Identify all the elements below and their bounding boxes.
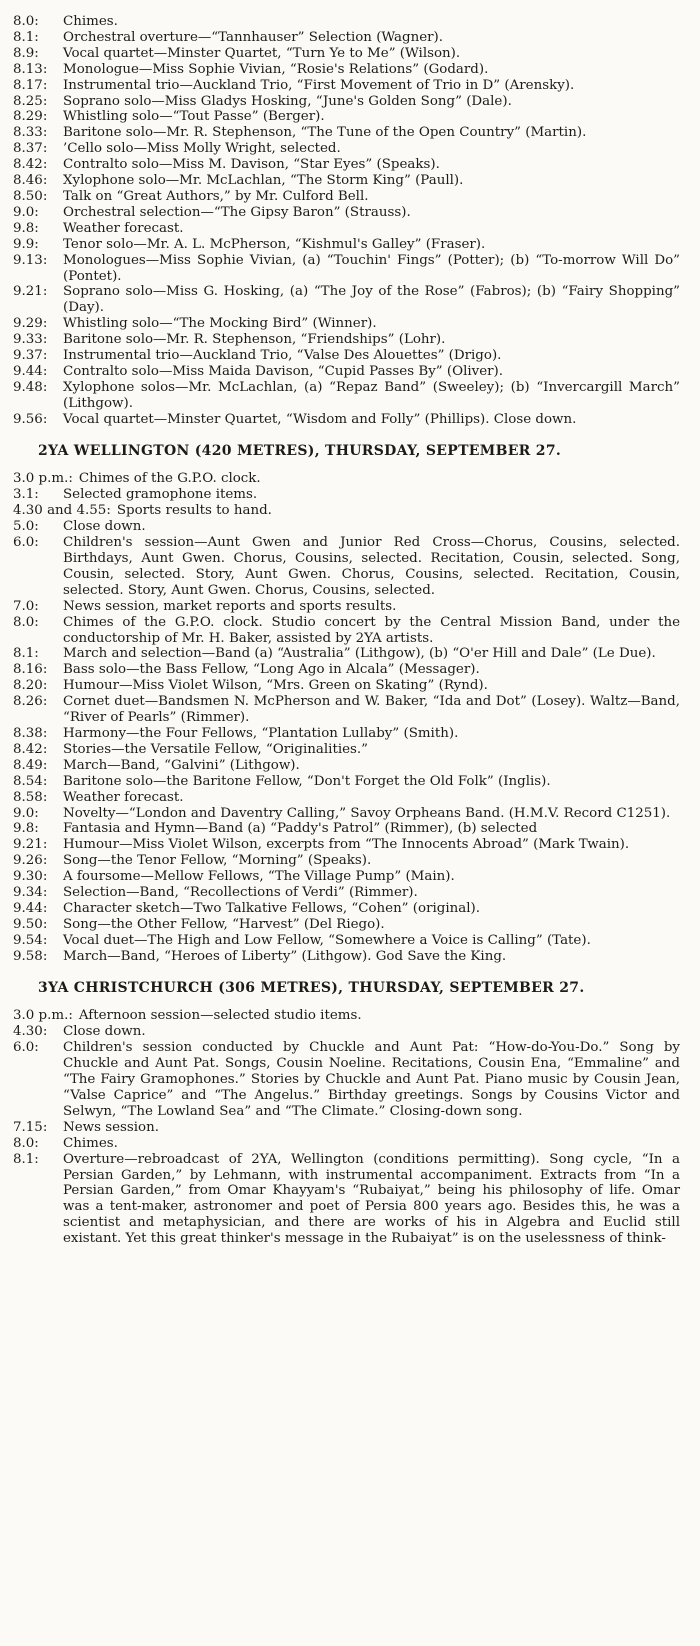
section-3ya-christchurch [0, 981, 700, 1248]
entry-time: 9.8: [13, 220, 39, 236]
programme-entry [13, 853, 680, 869]
entry-description: News session, market reports and sports results. [63, 598, 397, 614]
programme-entry [13, 885, 680, 901]
entry-description: Close down. [63, 1024, 146, 1040]
entry-description: Selected gramophone items. [63, 487, 258, 503]
entry-description: Sports results to hand. [116, 503, 272, 519]
entry-description: Orchestral overture—“Tannhauser” Selection (Wagner). [63, 29, 443, 45]
entry-time: 6.0: [13, 1040, 39, 1056]
programme-entry [13, 189, 680, 205]
entry-time: 9.29: [13, 316, 48, 332]
programme-entry [13, 646, 680, 662]
programme-entry [13, 949, 680, 965]
entry-time: 9.30: [13, 869, 48, 885]
station-heading: 2YA WELLINGTON (420 METRES), THURSDAY, SEPTEMBER 27. [38, 442, 562, 459]
entry-description: Overture—rebroadcast of 2YA, Wellington (conditions permitting). Song cycle, “In a Persian Garden,” by Lehmann, with instrumental accompaniment. Extracts from “In a Persian Garden,” from Omar Khayyam's “Rubaiyat,” being his philosophy of life. Omar was a tent-maker, astronomer and poet of Persia 800 years ago. Besides this, he was a scientist and metaphysician, and there are works of his in Algebra and Euclid still existant. Yet this great thinker's message in the Rubaiyat” is on the uselessness of think- [63, 1151, 680, 1247]
entry-description: Xylophone solo—Mr. McLachlan, “The Storm King” (Paull). [63, 173, 464, 189]
entry-description: Vocal quartet—Minster Quartet, “Wisdom and Folly” (Phillips). Close down. [63, 411, 577, 427]
entry-time: 9.58: [13, 948, 48, 964]
entry-time: 7.0: [13, 598, 39, 614]
entry-time: 8.54: [13, 773, 48, 789]
entry-description: Weather forecast. [63, 789, 184, 805]
programme-entry [13, 487, 680, 503]
entry-time: 5.0: [13, 519, 39, 535]
entry-time: 8.0: [13, 14, 39, 29]
entry-description: Close down. [63, 519, 146, 535]
programme-entry [13, 678, 680, 694]
programme-entry [13, 125, 680, 141]
programme-entry [13, 332, 680, 348]
entry-description: Song—the Other Fellow, “Harvest” (Del Riego). [63, 916, 385, 932]
programme-entry [13, 837, 680, 853]
entry-time: 8.0: [13, 1135, 39, 1151]
programme-entry [13, 30, 680, 46]
entry-description: Soprano solo—Miss G. Hosking, (a) “The Joy of the Rose” (Fabros); (b) “Fairy Shopping” (Day). [63, 284, 680, 316]
entry-time: 9.44: [13, 900, 48, 916]
entry-time: 6.0: [13, 535, 39, 551]
programme-entry [13, 62, 680, 78]
entry-description: Chimes. [63, 14, 118, 29]
entry-description: Song—the Tenor Fellow, “Morning” (Speaks). [63, 853, 372, 869]
station-heading: 3YA CHRISTCHURCH (306 METRES), THURSDAY, SEPTEMBER 27. [38, 979, 585, 996]
entry-time: 8.1: [13, 646, 39, 662]
entry-time: 8.17: [13, 77, 48, 93]
section-1ya-continued [0, 14, 700, 428]
programme-entry [13, 503, 680, 519]
programme-entry [13, 1136, 680, 1152]
programme-entry [13, 694, 680, 726]
entry-description: Xylophone solos—Mr. McLachlan, (a) “Repaz Band” (Sweeley); (b) “Invercargill March” (Lithgow). [63, 379, 680, 411]
entry-time: 8.50: [13, 188, 48, 204]
entry-description: Contralto solo—Miss Maida Davison, “Cupid Passes By” (Oliver). [63, 363, 504, 379]
entry-description: Monologue—Miss Sophie Vivian, “Rosie's Relations” (Godard). [63, 61, 489, 77]
entry-description: Tenor solo—Mr. A. L. McPherson, “Kishmul's Galley” (Fraser). [63, 236, 486, 252]
programme-list [0, 471, 700, 964]
entry-description: Baritone solo—Mr. R. Stephenson, “Friendships” (Lohr). [63, 332, 446, 348]
programme-entry [13, 774, 680, 790]
entry-time: 9.13: [13, 252, 48, 268]
entry-description: Chimes of the G.P.O. clock. [78, 471, 261, 487]
entry-description: Soprano solo—Miss Gladys Hosking, “June's Golden Song” (Dale). [63, 93, 512, 109]
entry-time: 8.29: [13, 109, 48, 125]
entry-time: 3.0 p.m.: [13, 1008, 73, 1024]
entry-time: 4.30 and 4.55: [13, 503, 111, 519]
entry-description: Instrumental trio—Auckland Trio, “First Movement of Trio in D” (Arensky). [63, 77, 575, 93]
programme-list [0, 1008, 700, 1247]
entry-description: Baritone solo—Mr. R. Stephenson, “The Tune of the Open Country” (Martin). [63, 125, 587, 141]
entry-description: March and selection—Band (a) “Australia” (Lithgow), (b) “O'er Hill and Dale” (Le Due). [63, 646, 656, 662]
entry-time: 9.9: [13, 236, 39, 252]
entry-description: Harmony—the Four Fellows, “Plantation Lullaby” (Smith). [63, 725, 459, 741]
entry-description: Children's session conducted by Chuckle and Aunt Pat: “How-do-You-Do.” Song by Chuckle and Aunt Pat. Songs, Cousin Noeline. Recitations, Cousin Ena, “Emmaline” and “The Fairy Gramophones.” Stories by Chuckle and Aunt Pat. Piano music by Cousin Jean, “Valse Caprice” and “The Angelus.” Birthday greetings. Songs by Cousins Victor and Selwyn, “The Lowland Sea” and “The Climate.” Closing-down song. [63, 1040, 680, 1119]
programme-entry [13, 46, 680, 62]
programme-entry [13, 806, 680, 822]
programme-entry [13, 141, 680, 157]
entry-time: 8.1: [13, 1151, 39, 1167]
entry-time: 3.0 p.m.: [13, 471, 73, 487]
programme-entry [13, 519, 680, 535]
programme-entry [13, 535, 680, 599]
entry-description: Cornet duet—Bandsmen N. McPherson and W. Baker, “Ida and Dot” (Losey). Waltz—Band, “River of Pearls” (Rimmer). [63, 694, 680, 726]
entry-time: 9.0: [13, 204, 39, 220]
entry-time: 8.16: [13, 662, 48, 678]
programme-entry [13, 615, 680, 647]
entry-description: Selection—Band, “Recollections of Verdi” (Rimmer). [63, 885, 418, 901]
programme-entry [13, 933, 680, 949]
programme-entry [13, 94, 680, 110]
entry-time: 9.56: [13, 411, 48, 427]
programme-entry [13, 221, 680, 237]
entry-description: Talk on “Great Authors,” by Mr. Culford Bell. [63, 188, 369, 204]
entry-time: 8.26: [13, 694, 48, 710]
entry-time: 3.1: [13, 487, 39, 503]
entry-time: 9.33: [13, 332, 48, 348]
entry-description: March—Band, “Galvini” (Lithgow). [63, 757, 300, 773]
entry-time: 8.25: [13, 93, 48, 109]
programme-entry [13, 1152, 680, 1247]
programme-entry [13, 1008, 680, 1024]
programme-entry [13, 348, 680, 364]
entry-time: 9.0: [13, 805, 39, 821]
programme-entry [13, 78, 680, 94]
section-2ya-wellington [0, 444, 700, 965]
entry-description: Fantasia and Hymn—Band (a) “Paddy's Patrol” (Rimmer), (b) selected [63, 821, 538, 837]
entry-time: 8.37: [13, 141, 48, 157]
entry-description: ’Cello solo—Miss Molly Wright, selected. [63, 141, 341, 157]
entry-time: 8.49: [13, 757, 48, 773]
entry-time: 9.8: [13, 821, 39, 837]
entry-description: Orchestral selection—“The Gipsy Baron” (Strauss). [63, 204, 411, 220]
entry-time: 9.50: [13, 916, 48, 932]
entry-description: Chimes. [63, 1135, 118, 1151]
programme-entry [13, 742, 680, 758]
entry-description: Instrumental trio—Auckland Trio, “Valse Des Alouettes” (Drigo). [63, 348, 502, 364]
programme-entry [13, 917, 680, 933]
programme-entry [13, 173, 680, 189]
entry-description: Monologues—Miss Sophie Vivian, (a) “Touchin' Fings” (Potter); (b) “To-morrow Will Do” (Pontet). [63, 252, 680, 284]
programme-entry [13, 758, 680, 774]
entry-time: 9.21: [13, 284, 48, 300]
entry-description: Whistling solo—“Tout Passe” (Berger). [63, 109, 325, 125]
entry-description: Novelty—“London and Daventry Calling,” Savoy Orpheans Band. (H.M.V. Record C1251). [63, 805, 671, 821]
entry-description: Afternoon session—selected studio items. [78, 1008, 362, 1024]
entry-time: 9.44: [13, 363, 48, 379]
programme-entry [13, 1040, 680, 1120]
entry-description: Stories—the Versatile Fellow, “Originalities.” [63, 741, 369, 757]
entry-time: 9.34: [13, 885, 48, 901]
programme-entry [13, 1024, 680, 1040]
programme-entry [13, 14, 680, 30]
entry-time: 7.15: [13, 1119, 48, 1135]
entry-time: 9.26: [13, 853, 48, 869]
programme-entry [13, 253, 680, 285]
programme-list [0, 14, 700, 428]
entry-description: News session. [63, 1119, 159, 1135]
entry-description: March—Band, “Heroes of Liberty” (Lithgow). God Save the King. [63, 948, 507, 964]
entry-time: 8.9: [13, 45, 39, 61]
entry-time: 9.48: [13, 379, 48, 395]
entry-time: 8.33: [13, 125, 48, 141]
programme-entry [13, 869, 680, 885]
entry-description: Weather forecast. [63, 220, 184, 236]
entry-description: Humour—Miss Violet Wilson, excerpts from “The Innocents Abroad” (Mark Twain). [63, 837, 630, 853]
entry-description: Bass solo—the Bass Fellow, “Long Ago in Alcala” (Messager). [63, 662, 480, 678]
entry-description: Contralto solo—Miss M. Davison, “Star Eyes” (Speaks). [63, 157, 440, 173]
entry-time: 8.0: [13, 614, 39, 630]
programme-entry [13, 1120, 680, 1136]
entry-time: 8.42: [13, 157, 48, 173]
programme-entry [13, 662, 680, 678]
entry-description: Whistling solo—“The Mocking Bird” (Winner). [63, 316, 377, 332]
entry-time: 9.21: [13, 837, 48, 853]
programme-entry [13, 821, 680, 837]
programme-entry [13, 901, 680, 917]
entry-description: Chimes of the G.P.O. clock. Studio concert by the Central Mission Band, under the conductorship of Mr. H. Baker, assisted by 2YA artists. [63, 614, 680, 646]
programme-entry [13, 364, 680, 380]
entry-description: Vocal quartet—Minster Quartet, “Turn Ye to Me” (Wilson). [63, 45, 461, 61]
entry-time: 8.13: [13, 61, 48, 77]
entry-time: 8.20: [13, 678, 48, 694]
entry-time: 8.38: [13, 725, 48, 741]
entry-time: 8.46: [13, 173, 48, 189]
programme-entry [13, 109, 680, 125]
entry-description: Baritone solo—the Baritone Fellow, “Don't Forget the Old Folk” (Inglis). [63, 773, 551, 789]
entry-description: Character sketch—Two Talkative Fellows, “Cohen” (original). [63, 900, 480, 916]
programme-entry [13, 790, 680, 806]
entry-time: 8.1: [13, 29, 39, 45]
programme-entry [13, 284, 680, 316]
entry-time: 8.42: [13, 741, 48, 757]
programme-entry [13, 726, 680, 742]
programme-entry [13, 599, 680, 615]
programme-entry [13, 205, 680, 221]
entry-description: A foursome—Mellow Fellows, “The Village Pump” (Main). [63, 869, 455, 885]
entry-description: Humour—Miss Violet Wilson, “Mrs. Green on Skating” (Rynd). [63, 678, 488, 694]
entry-time: 9.37: [13, 348, 48, 364]
programme-entry [13, 237, 680, 253]
entry-time: 4.30: [13, 1024, 48, 1040]
entry-description: Vocal duet—The High and Low Fellow, “Somewhere a Voice is Calling” (Tate). [63, 932, 591, 948]
entry-description: Children's session—Aunt Gwen and Junior Red Cross—Chorus, Cousins, selected. Birthdays, Aunt Gwen. Chorus, Cousins, selected. Recitation, Cousin, selected. Song, Cousin, selected. Story, Aunt Gwen. Chorus, Cousins, selected. Recitation, Cousin, selected. Story, Aunt Gwen. Chorus, Cousins, selected. [63, 535, 680, 598]
programme-entry [13, 412, 680, 428]
programme-entry [13, 316, 680, 332]
programme-entry [13, 380, 680, 412]
programme-entry [13, 157, 680, 173]
entry-time: 9.54: [13, 932, 48, 948]
entry-time: 8.58: [13, 789, 48, 805]
programme-entry [13, 471, 680, 487]
